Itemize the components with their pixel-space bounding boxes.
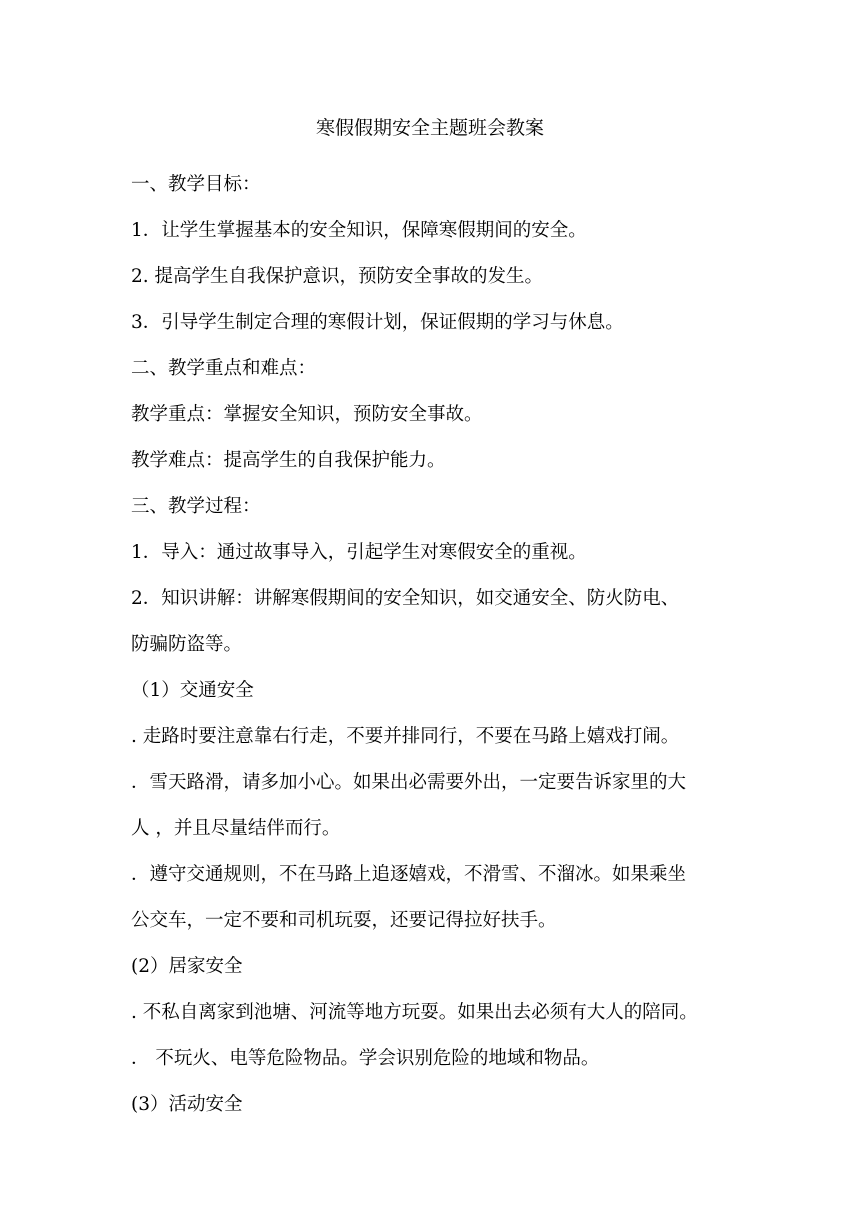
traffic-item-1: . 走路时要注意靠右行走，不要并排同行，不要在马路上嬉戏打闹。 [131, 726, 680, 747]
traffic-item-2: ．雪天路滑，请多加小心。如果出必需要外出，一定要告诉家里的大 [131, 772, 687, 793]
home-item-2: ． 不玩火、电等危险物品。学会识别危险的地域和物品。 [131, 1048, 600, 1069]
traffic-item-2-continued: 人 ，并且尽量结伴而行。 [131, 818, 341, 839]
section-heading-key-points: 二、教学重点和难点： [131, 358, 317, 379]
process-step-1: 1．导入：通过故事导入，引起学生对寒假安全的重视。 [131, 542, 587, 563]
objective-item-3: 3．引导学生制定合理的寒假计划，保证假期的学习与休息。 [131, 312, 624, 333]
process-step-2-continued: 防骗防盗等。 [131, 634, 243, 655]
key-point-text: 教学重点：掌握安全知识，预防安全事故。 [131, 404, 483, 425]
subsection-heading-home: (2）居家安全 [131, 956, 243, 977]
document-body [131, 162, 736, 1128]
traffic-item-3: ．遵守交通规则，不在马路上追逐嬉戏，不滑雪、不溜冰。如果乘坐 [131, 864, 687, 885]
traffic-item-3-continued: 公交车，一定不要和司机玩耍，还要记得拉好扶手。 [131, 910, 557, 931]
document-title: 寒假假期安全主题班会教案 [315, 117, 544, 139]
difficulty-text: 教学难点：提高学生的自我保护能力。 [131, 450, 446, 471]
objective-item-1: 1．让学生掌握基本的安全知识，保障寒假期间的安全。 [131, 220, 587, 241]
objective-item-2: 2. 提高学生自我保护意识，预防安全事故的发生。 [131, 266, 544, 287]
section-heading-process: 三、教学过程： [131, 496, 261, 517]
subsection-heading-traffic: （1）交通安全 [131, 680, 254, 701]
home-item-1: . 不私自离家到池塘、河流等地方玩耍。如果出去必须有大人的陪同。 [131, 1002, 698, 1023]
process-step-2: 2．知识讲解：讲解寒假期间的安全知识，如交通安全、防火防电、 [131, 588, 680, 609]
section-heading-objectives: 一、教学目标： [131, 174, 261, 195]
subsection-heading-activity: (3）活动安全 [131, 1094, 243, 1115]
